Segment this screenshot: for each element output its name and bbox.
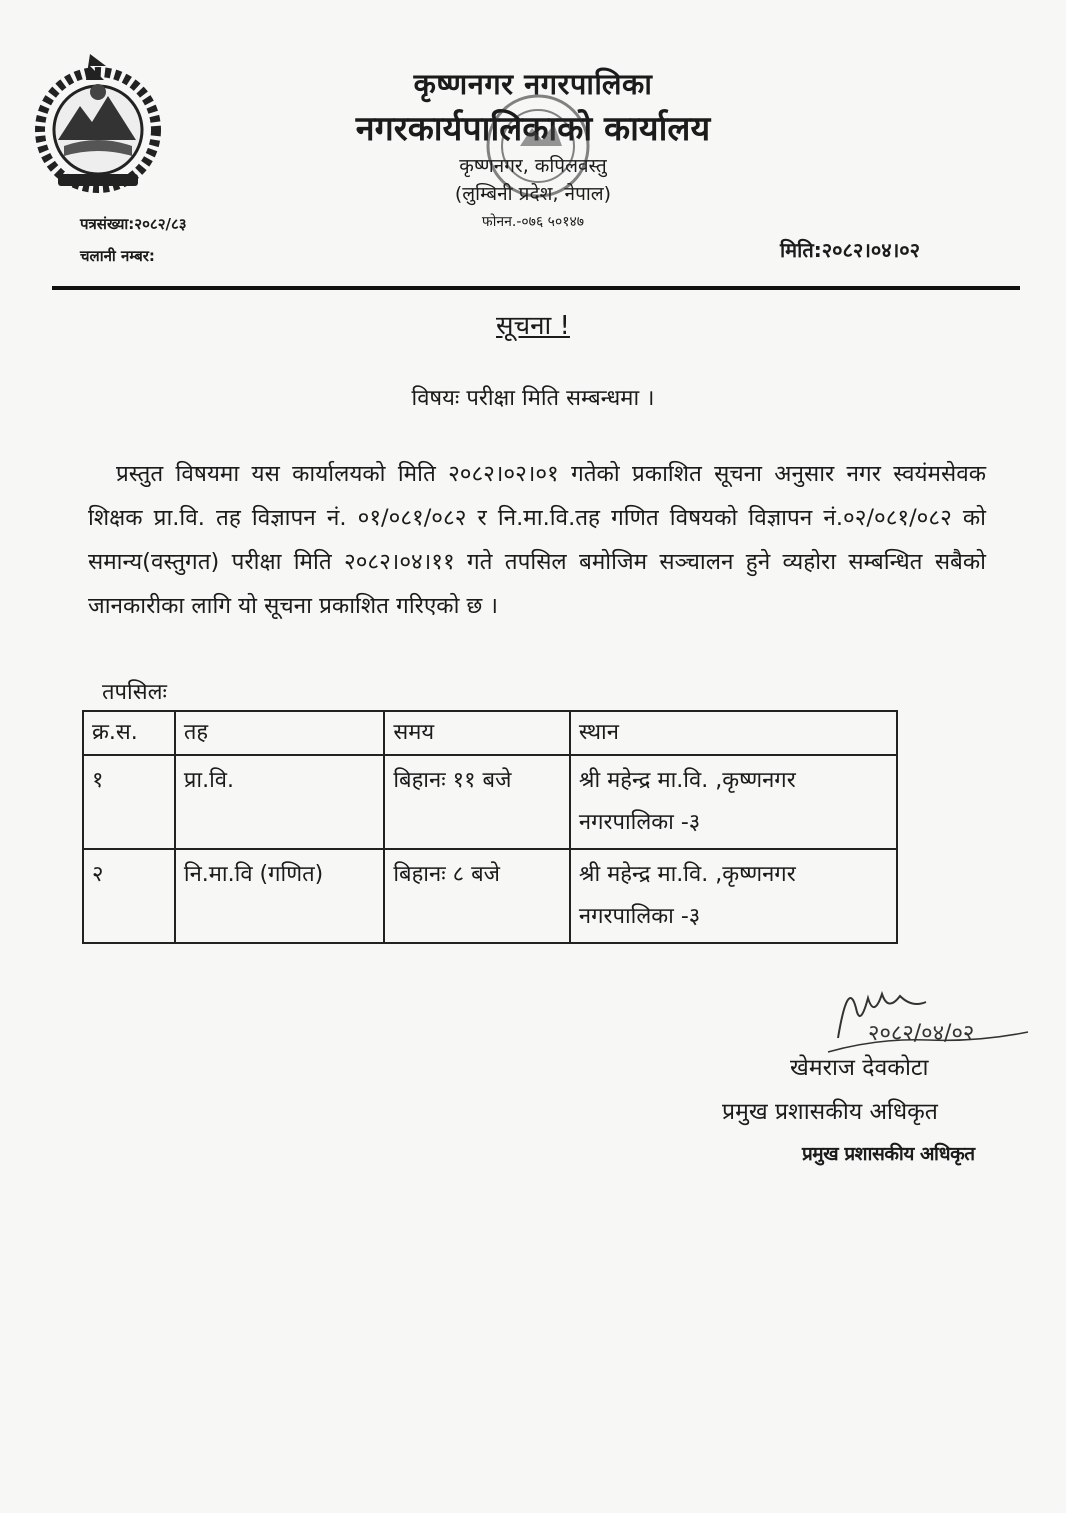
column-header-level: तह (175, 711, 384, 755)
cell-time: बिहानः ११ बजे (384, 755, 570, 849)
reference-number: पत्रसंख्या:२०८२/८३ (80, 215, 187, 233)
column-header-time: समय (384, 711, 570, 755)
table-row (83, 755, 897, 849)
notice-body: प्रस्तुत विषयमा यस कार्यालयको मिति २०८२।०२।०१ गतेको प्रकाशित सूचना अनुसार नगर स्वयंमसेवक शिक्षक प्रा.वि. तह विज्ञापन नं. ०१/०८१/०८२ र नि.मा.वि.तह गणित विषयको विज्ञापन नं.०२/०८१/०८२ को समान्य(वस्तुगत) परीक्षा मिति २०८२।०४।११ गते तपसिल बमोजिम सञ्चालन हुने व्यहोरा सम्बन्धित सबैको जानकारीका लागि यो सूचना प्रकाशित गरिएको छ । (88, 461, 986, 619)
cell-level: प्रा.वि. (175, 755, 384, 849)
column-header-venue: स्थान (570, 711, 897, 755)
issue-date: मिति:२०८२।०४।०२ (780, 238, 921, 262)
detail-label: तपसिलः (102, 680, 167, 705)
signer-name: खेमराज देवकोटा (790, 1055, 929, 1081)
table-header-row (83, 711, 897, 755)
cell-time: बिहानः ८ बजे (384, 849, 570, 943)
cell-level: नि.मा.वि (गणित) (175, 849, 384, 943)
exam-schedule-table (82, 710, 898, 944)
header-divider (52, 286, 1020, 290)
address-line-1: कृष्णनगर, कपिलवस्तु (459, 155, 607, 177)
org-name: कृष्णनगर नगरपालिका (413, 67, 653, 101)
cell-sn: २ (83, 849, 175, 943)
address-line-2: (लुम्बिनी प्रदेश, नेपाल) (454, 183, 612, 205)
title-stamp: प्रमुख प्रशासकीय अधिकृत (802, 1143, 975, 1165)
signature-date: २०८२/०४/०२ (868, 1021, 975, 1046)
dispatch-number: चलानी नम्बर: (80, 247, 155, 265)
table-row (83, 849, 897, 943)
signer-title: प्रमुख प्रशासकीय अधिकृत (722, 1099, 938, 1125)
cell-venue: श्री महेन्द्र मा.वि. ,कृष्णनगर नगरपालिका -३ (570, 755, 897, 849)
cell-venue: श्री महेन्द्र मा.वि. ,कृष्णनगर नगरपालिका -३ (570, 849, 897, 943)
office-name: नगरकार्यपालिकाको कार्यालय (355, 109, 711, 149)
column-header-sn: क्र.स. (83, 711, 175, 755)
phone-number: फोनन.-०७६ ५०१४७ (481, 214, 585, 230)
cell-sn: १ (83, 755, 175, 849)
notice-title: सूचना ! (496, 311, 570, 341)
notice-subject: विषयः परीक्षा मिति सम्बन्धमा । (411, 386, 655, 411)
office-seal-icon (478, 84, 598, 214)
